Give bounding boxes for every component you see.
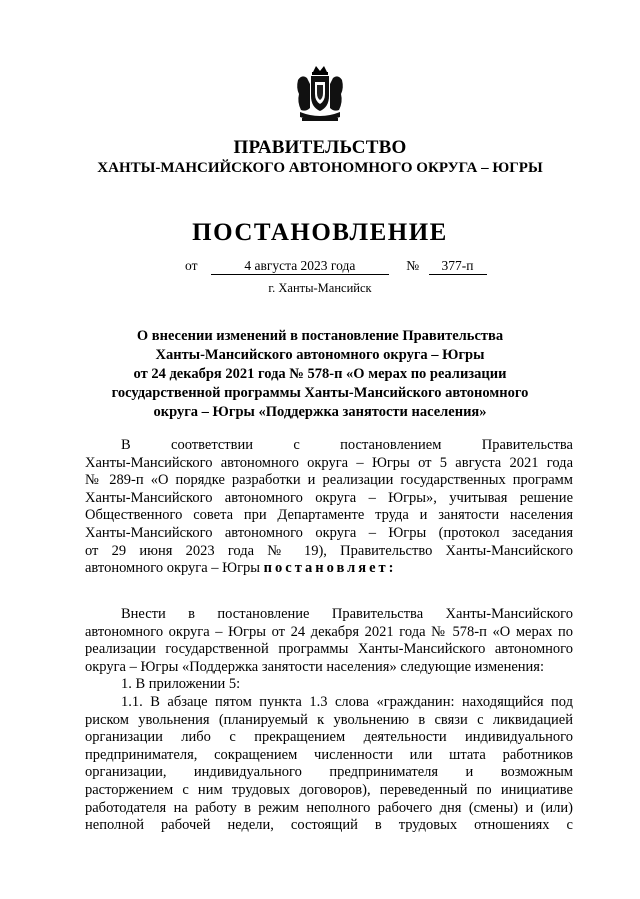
preamble-line: Ханты-Мансийского автономного округа – Югры», учитывая решение <box>85 489 573 506</box>
body-line: округа – Югры «Поддержка занятости населения» следующие изменения: <box>85 658 545 675</box>
number-prefix: № <box>406 258 420 273</box>
subject-line: округа – Югры «Поддержка занятости населения» <box>153 404 487 420</box>
preamble-line: Общественного совета при Департаменте труда и занятости населения <box>85 507 573 524</box>
preamble-last-line <box>85 560 573 578</box>
date-number-line <box>185 258 487 275</box>
coat-of-arms-icon <box>294 66 346 126</box>
preamble-paragraph <box>85 437 573 578</box>
preamble-line: Ханты-Мансийского автономного округа – Югры от 5 августа 2021 года <box>85 454 573 471</box>
preamble-line: от 29 июня 2023 года № 19), Правительство Ханты-Мансийского <box>85 542 573 559</box>
document-subject <box>100 327 540 422</box>
body-line: неполной рабочей недели, состоящий в трудовых отношениях с <box>85 817 573 834</box>
body-line: 1.1. В абзаце пятом пункта 1.3 слова «гражданин: находящийся под <box>121 693 573 710</box>
preamble-line: автономного округа – Югры <box>85 560 261 577</box>
subject-line: Ханты-Мансийского автономного округа – Югры <box>155 347 485 363</box>
region-title: ХАНТЫ-МАНСИЙСКОГО АВТОНОМНОГО ОКРУГА – ЮГРЫ <box>97 160 543 176</box>
preamble-line: № 289-п «О порядке разработки и реализации государственных программ <box>85 472 573 489</box>
body-line: автономного округа – Югры от 24 декабря 2021 года № 578-п «О мерах по <box>85 623 573 640</box>
body-line: организации, индивидуального предпринимателя и возможным <box>85 764 573 781</box>
preamble-line: В соответствии с постановлением Правительства <box>121 437 573 453</box>
body-line: организации либо с прекращением деятельности индивидуального <box>85 729 573 746</box>
body-line: 1. В приложении 5: <box>121 676 241 693</box>
subject-line: государственной программы Ханты-Мансийского автономного <box>111 385 529 401</box>
body-line: Внести в постановление Правительства Ханты-Мансийского <box>121 606 573 622</box>
body-line: расторжением с ним трудовых договоров), переведенный по инициативе <box>85 781 573 798</box>
date-prefix: от <box>185 258 198 273</box>
subject-line: от 24 декабря 2021 года № 578-п «О мерах по реализации <box>133 366 507 382</box>
subject-line: О внесении изменений в постановление Правительства <box>136 328 504 344</box>
document-date: 4 августа 2023 года <box>211 258 389 275</box>
document-number: 377-п <box>429 258 487 275</box>
preamble-line: Ханты-Мансийского автономного округа – Югры (протокол заседания <box>85 524 573 541</box>
government-title: ПРАВИТЕЛЬСТВО <box>233 137 407 158</box>
body-line: реализации государственной программы Ханты-Мансийского автономного <box>85 641 573 658</box>
resolves-word: постановляет: <box>263 560 397 577</box>
body-line: предпринимателя, сокращением численности или штата работников <box>85 746 573 763</box>
city: г. Ханты-Мансийск <box>268 281 372 295</box>
body-line: работодателя на работу в режим неполного рабочего дня (смены) и (или) <box>85 799 573 816</box>
decision-paragraph <box>85 606 573 835</box>
document-type: ПОСТАНОВЛЕНИЕ <box>192 219 448 246</box>
body-line: риском увольнения (планируемый к увольнению в связи с ликвидацией <box>85 711 573 728</box>
